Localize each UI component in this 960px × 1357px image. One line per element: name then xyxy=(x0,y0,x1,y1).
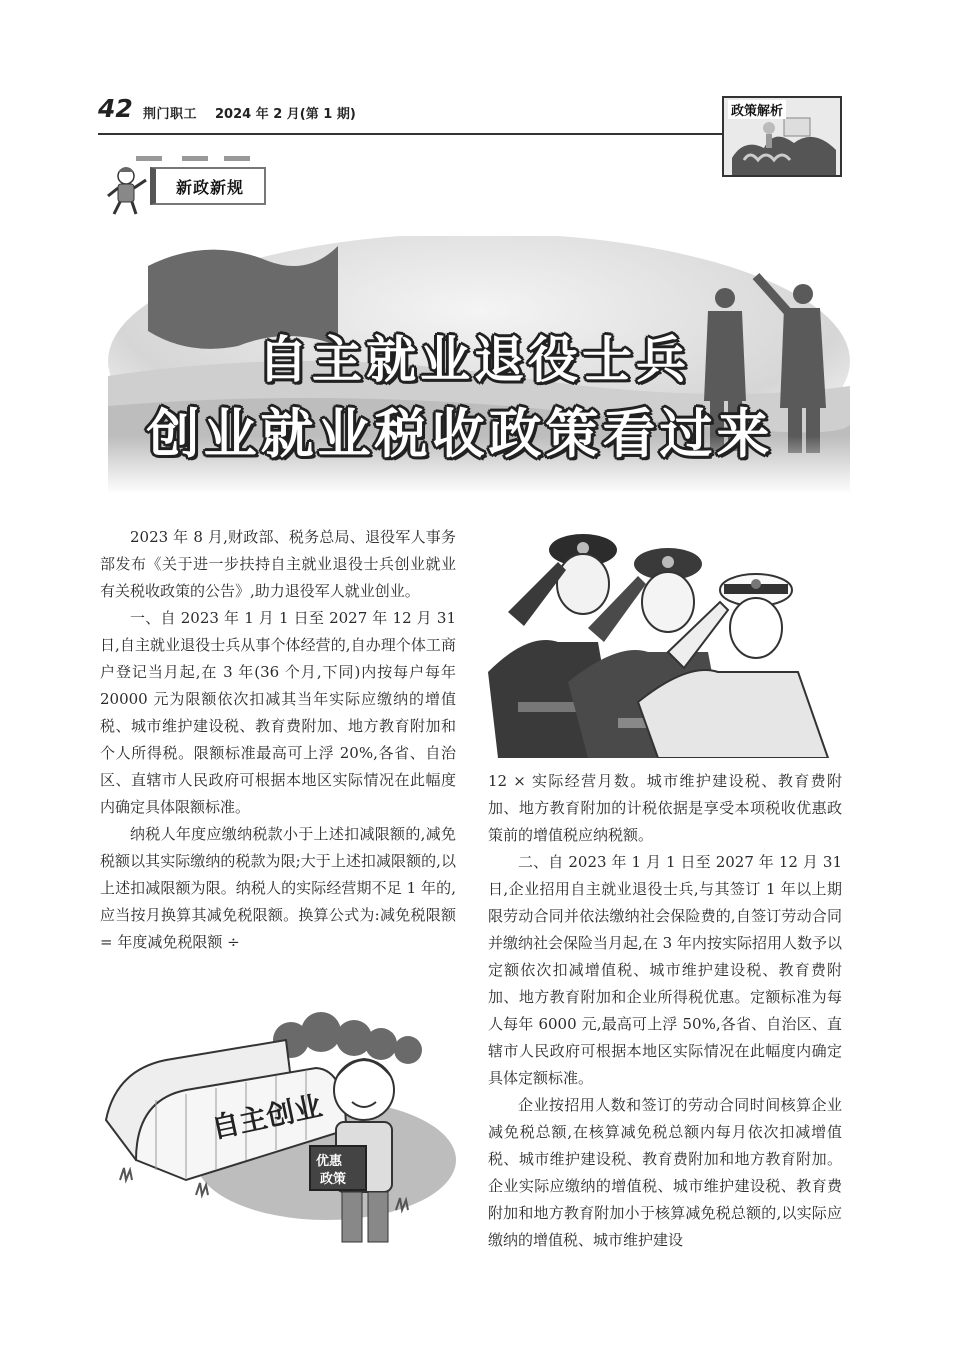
journal-name: 荆门职工 xyxy=(143,107,198,122)
body-paragraph: 纳税人年度应缴纳税款小于上述扣减限额的,减免税额以其实际缴纳的税款为限;大于上述扣减限额的,以上述扣减限额为限。纳税人的实际经营期不足 1 年的,应当按月换算其减免税限额。换算公式为:减免税限额 = 年度减免税限额 ÷ xyxy=(100,825,456,951)
policy-card-line1: 优惠 xyxy=(316,1154,343,1169)
body-paragraph: 一、自 2023 年 1 月 1 日至 2027 年 12 月 31 日,自主就业退役士兵从事个体经营的,自办理个体工商户登记当月起,在 3 年(36 个月,下同)内按每户每年 20000 元为限额依次扣减其当年实际应缴纳的增值税、城市维护建设税、教育费附加、地方教育附加和个人所得税。限额标准最高可上浮 20%,各省、自治区、直辖市人民政府可根据本地区实际情况在此幅度内确定具体限额标准。 xyxy=(100,609,456,816)
body-paragraph-continued: 12 × 实际经营月数。城市维护建设税、教育费附加、地方教育附加的计税依据是享受本项税收优惠政策前的增值税应纳税额。 xyxy=(488,772,842,844)
journal-issue: 2024 年 2 月(第 1 期) xyxy=(215,107,356,122)
body-paragraph: 二、自 2023 年 1 月 1 日至 2027 年 12 月 31 日,企业招用自主就业退役士兵,与其签订 1 年以上期限劳动合同并依法缴纳社会保险费的,自签订劳动合同并缴纳社会保险当月起,在 3 年内按实际招用人数予以定额依次扣减增值税、城市维护建设税、教育费附加、地方教育附加和企业所得税优惠。定额标准为每人每年 6000 元,最高可上浮 50%,各省、自治区、直辖市人民政府可根据本地区实际情况在此幅度内确定具体定额标准。 xyxy=(488,853,842,1087)
saluting-soldiers-illustration xyxy=(488,522,844,758)
article-title-line2: 创业就业税收政策看过来 xyxy=(146,403,774,465)
section-label: 政策解析 xyxy=(728,100,786,119)
policy-card-icon xyxy=(310,1146,366,1190)
article-title-line1: 自主就业退役士兵 xyxy=(258,330,690,389)
page-number: 42 xyxy=(98,94,133,123)
body-paragraph: 企业按招用人数和签订的劳动合同时间核算企业减免税总额,在核算减免税总额内每月依次扣减增值税、城市维护建设税、教育费附加和地方教育附加。企业实际应缴纳的增值税、城市维护建设税、教育费附加和地方教育附加小于核算减免税总额的,以实际应缴纳的增值税、城市维护建设 xyxy=(488,1096,842,1249)
column-tag: 新政新规 xyxy=(150,167,266,205)
policy-card-line2: 政策 xyxy=(320,1172,347,1187)
header-rule xyxy=(98,133,722,135)
greenhouse-sign: 自主创业 xyxy=(208,1089,326,1145)
body-right-column xyxy=(488,768,842,1254)
worker-mascot-icon xyxy=(108,167,146,214)
body-paragraph: 2023 年 8 月,财政部、税务总局、退役军人事务部发布《关于进一步扶持自主就业退役士兵创业就业有关税收政策的公告》,助力退役军人就业创业。 xyxy=(100,528,456,600)
entrepreneur-greenhouse-illustration xyxy=(96,1010,460,1250)
section-badge xyxy=(722,96,842,177)
body-left-column xyxy=(100,524,456,956)
